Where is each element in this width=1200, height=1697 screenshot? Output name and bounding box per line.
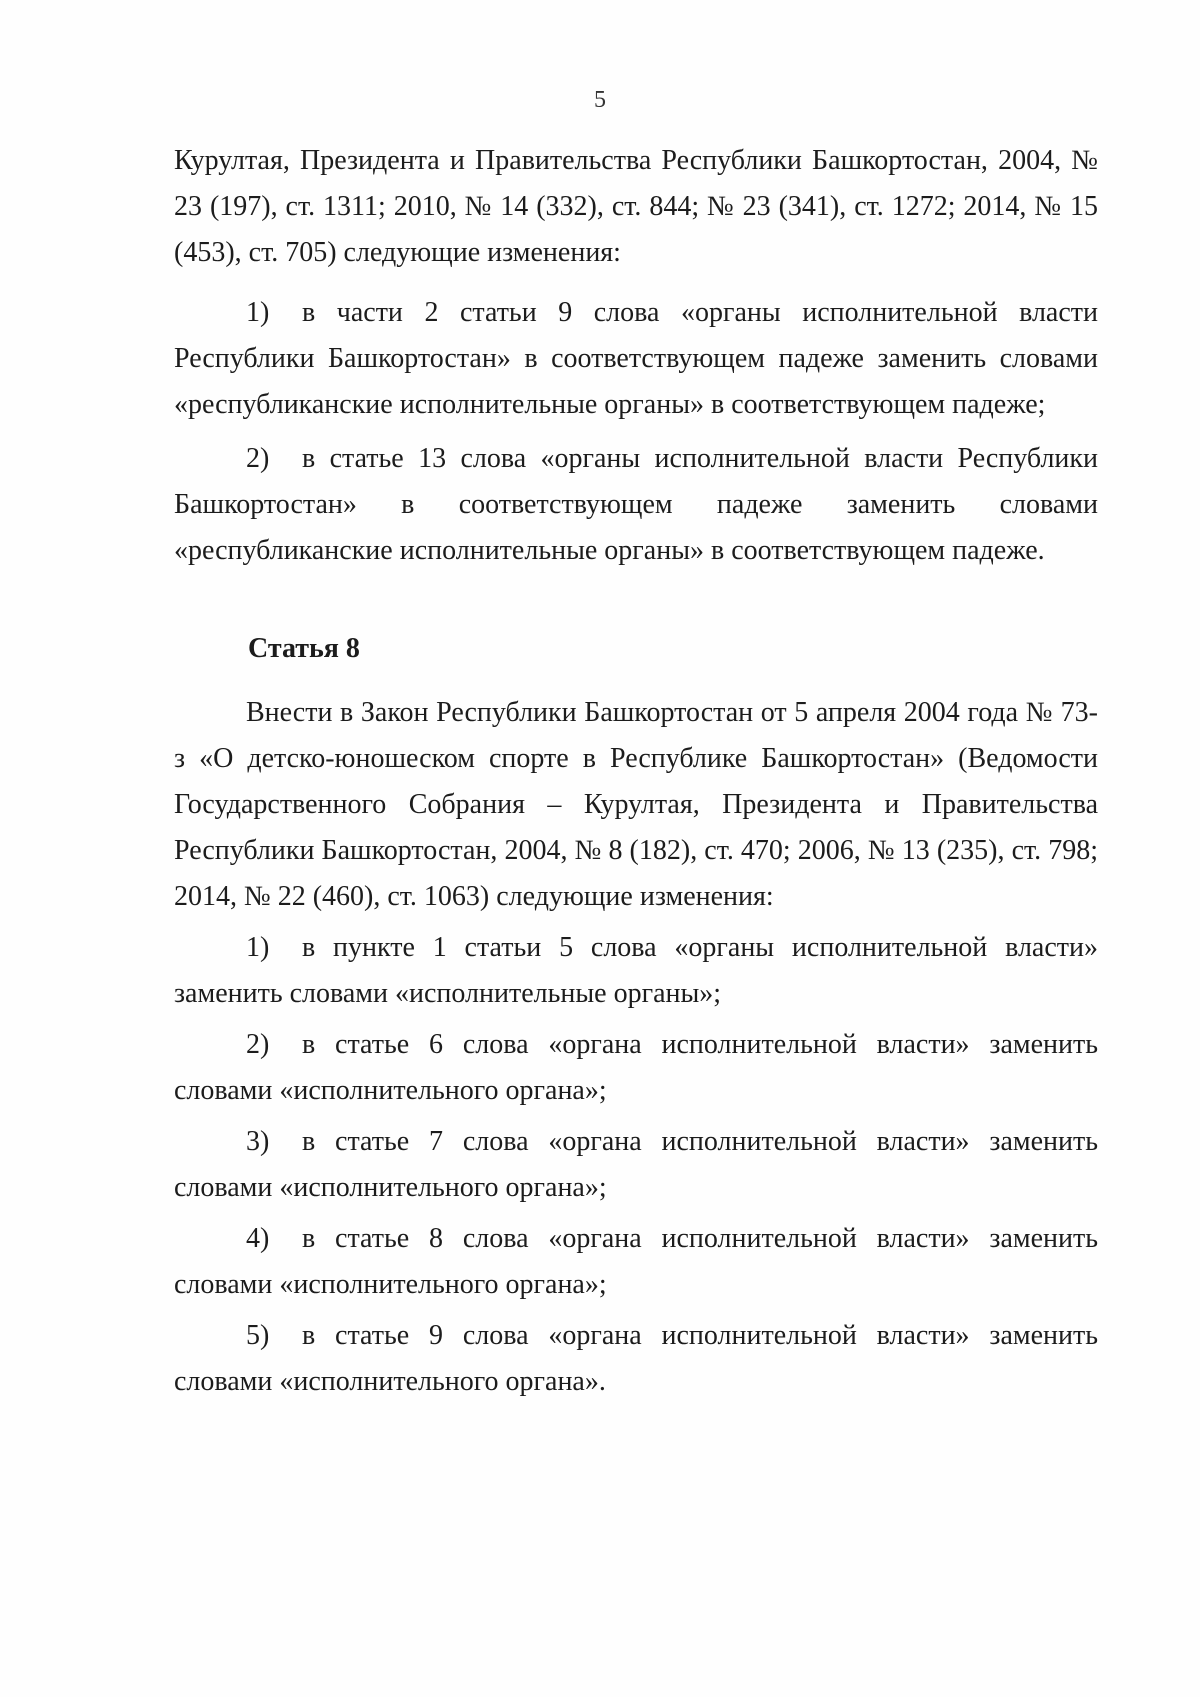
amendment-item-text: в статье 13 слова «органы исполнительной власти Республики Башкортостан» в соответствующем падеже заменить словами «республиканские исполнительные органы» в соответствующем падеже. [174, 443, 1098, 566]
article-heading: Статья 8 [248, 633, 360, 664]
amendment-item-text: в статье 9 слова «органа исполнительной власти» заменить словами «исполнительного органа». [174, 1320, 1098, 1397]
amendment-item-number: 1) [246, 297, 270, 328]
amendment-item [174, 1022, 1098, 1114]
amendment-item-text: в статье 8 слова «органа исполнительной власти» заменить словами «исполнительного органа»; [174, 1223, 1098, 1300]
amendment-item-number: 2) [246, 1029, 270, 1060]
amendment-item-text: в статье 7 слова «органа исполнительной власти» заменить словами «исполнительного органа»; [174, 1126, 1098, 1203]
amendment-item-number: 1) [246, 932, 270, 963]
amendment-item-number: 5) [246, 1320, 270, 1351]
amendment-item [174, 436, 1098, 574]
amendment-item-text: в части 2 статьи 9 слова «органы исполнительной власти Республики Башкортостан» в соответствующем падеже заменить словами «республиканские исполнительные органы» в соответствующем падеже; [174, 297, 1098, 420]
page-number: 5 [594, 87, 606, 113]
amendment-item-number: 4) [246, 1223, 270, 1254]
amendment-item [174, 1216, 1098, 1308]
continuation-paragraph: Курултая, Президента и Правительства Республики Башкортостан, 2004, № 23 (197), ст. 1311; 2010, № 14 (332), ст. 844; № 23 (341), ст. 1272; 2014, № 15 (453), ст. 705) следующие изменения: [174, 145, 1098, 268]
amendment-item-text: в статье 6 слова «органа исполнительной власти» заменить словами «исполнительного органа»; [174, 1029, 1098, 1106]
article-intro-paragraph: Внести в Закон Республики Башкортостан от 5 апреля 2004 года № 73-з «О детско-юношеском спорте в Республике Башкортостан» (Ведомости Государственного Собрания – Курултая, Президента и Правительства Республики Башкортостан, 2004, № 8 (182), ст. 470; 2006, № 13 (235), ст. 798; 2014, № 22 (460), ст. 1063) следующие изменения: [174, 697, 1098, 912]
amendment-item [174, 290, 1098, 428]
amendment-item [174, 1313, 1098, 1405]
amendment-item-number: 2) [246, 443, 270, 474]
amendment-item-text: в пункте 1 статьи 5 слова «органы исполнительной власти» заменить словами «исполнительные органы»; [174, 932, 1098, 1009]
amendment-item [174, 1119, 1098, 1211]
amendment-item [174, 925, 1098, 1017]
amendment-item-number: 3) [246, 1126, 270, 1157]
